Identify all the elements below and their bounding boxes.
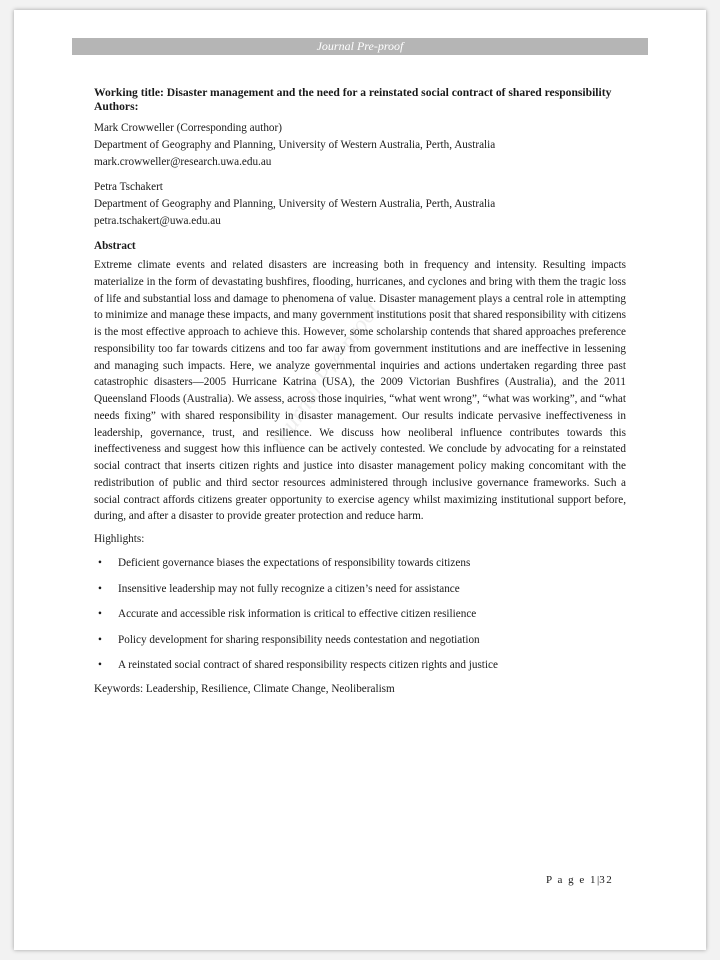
author-email[interactable]: petra.tschakert@uwa.edu.au xyxy=(94,215,221,227)
watermark: Journal Pre-proof xyxy=(264,297,385,455)
highlights-list xyxy=(94,555,626,673)
highlight-item xyxy=(94,632,626,648)
highlight-text: Insensitive leadership may not fully recognize a citizen’s need for assistance xyxy=(118,582,460,595)
highlight-item xyxy=(94,657,626,673)
abstract-text: Extreme climate events and related disasters are increasing both in frequency and intensity. Resulting impacts materialize in the form of devastating bushfires, flooding, hurricanes, and cyclones and bring with them the tragic loss of life and substantial loss and damage to phenomena of value. Disaster management plays a central role in attempting to minimize and manage these impacts, and many government institutions posit that shared responsibility with citizens is the most effective approach to achieve this. However, some scholarship contends that shared approaches preference responsibility too far towards citizens and too far away from government institutions and are ineffective in lessening and managing such impacts. Here, we analyze governmental inquiries and actions undertaken regarding three past catastrophic disasters—2005 Hurricane Katrina (USA), the 2009 Victorian Bushfires (Australia), and the 2011 Queensland Floods (Australia). We assess, across those inquiries, “what went wrong”, “what was working”, and “what needs fixing” with shared responsibility in disaster management. Our results indicate pervasive ineffectiveness in leadership, governance, trust, and resilience. We discuss how neoliberal influence contributes towards this ineffectiveness and suggest how this influence can be actively contested. We conclude by advocating for a reinstated social contract that inserts citizen rights and justice into disaster management policy making concomitant with the redistribution of public and third sector resources administered through inclusive governance frameworks. Such a social contract affords citizens greater opportunity to exercise agency whilst maximizing institutional support before, during, and after a disaster to provide greater protection and reduce harm. xyxy=(94,259,626,523)
highlight-text: Accurate and accessible risk information is critical to effective citizen resilience xyxy=(118,608,477,620)
bullet-icon: • xyxy=(98,557,102,569)
page-number xyxy=(546,874,613,886)
highlight-text: Deficient governance biases the expectations of responsibility towards citizens xyxy=(118,557,471,569)
page-total: 32 xyxy=(599,874,614,886)
highlight-text: A reinstated social contract of shared responsibility respects citizen rights and justice xyxy=(118,659,498,671)
journal-preproof-banner: Journal Pre-proof xyxy=(72,38,648,55)
highlight-item xyxy=(94,606,626,622)
paper-title: Working title: Disaster management and the need for a reinstated social contract of shared responsibility xyxy=(94,86,612,99)
author-email[interactable]: mark.crowweller@research.uwa.edu.au xyxy=(94,156,272,168)
page-content xyxy=(94,86,626,697)
page-separator: | xyxy=(596,874,600,886)
authors-label: Authors: xyxy=(94,100,139,113)
highlight-item xyxy=(94,581,626,597)
document-page xyxy=(14,10,706,950)
author-name: Mark Crowweller (Corresponding author) xyxy=(94,122,282,134)
highlights-label: Highlights: xyxy=(94,533,145,545)
abstract-heading: Abstract xyxy=(94,240,136,252)
author-block xyxy=(94,179,626,230)
keywords-line: Keywords: Leadership, Resilience, Climate Change, Neoliberalism xyxy=(94,682,395,695)
bullet-icon: • xyxy=(98,608,102,620)
bullet-icon: • xyxy=(98,633,102,646)
page-current: 1 xyxy=(589,874,597,886)
author-block xyxy=(94,120,626,171)
author-affiliation: Department of Geography and Planning, University of Western Australia, Perth, Australia xyxy=(94,198,496,210)
author-name: Petra Tschakert xyxy=(94,181,163,193)
bullet-icon: • xyxy=(98,582,102,595)
highlight-item xyxy=(94,555,626,571)
bullet-icon: • xyxy=(98,659,102,671)
page-label: P a g e xyxy=(546,874,586,886)
author-affiliation: Department of Geography and Planning, University of Western Australia, Perth, Australia xyxy=(94,139,496,151)
highlight-text: Policy development for sharing responsibility needs contestation and negotiation xyxy=(118,633,480,646)
